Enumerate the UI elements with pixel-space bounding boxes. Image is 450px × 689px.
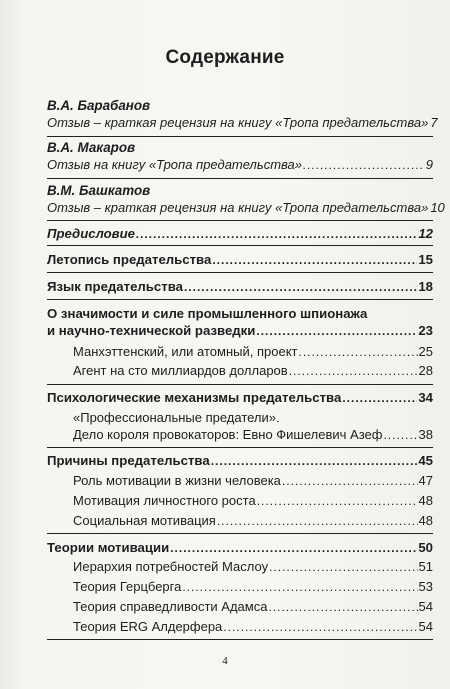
toc-subentry[interactable] bbox=[73, 493, 433, 508]
toc-entry-text: Теория ERG Алдерфера bbox=[73, 619, 223, 634]
toc-page-number: 34 bbox=[418, 390, 433, 405]
toc-entry-chronicle[interactable] bbox=[47, 252, 433, 267]
toc-page-number: 53 bbox=[418, 579, 433, 594]
toc-entry-text: и научно-технической разведки bbox=[47, 323, 256, 338]
section-rule bbox=[47, 533, 433, 534]
toc-page-number: 25 bbox=[418, 344, 433, 359]
toc-entry-text: Агент на сто миллиардов долларов bbox=[73, 363, 288, 378]
section-rule bbox=[47, 178, 433, 179]
toc-subentry[interactable] bbox=[73, 513, 433, 528]
leader-dots bbox=[223, 620, 417, 634]
leader-dots bbox=[257, 494, 418, 508]
toc-entry-review-3[interactable] bbox=[47, 200, 445, 215]
toc-subentry[interactable] bbox=[73, 579, 433, 594]
toc-entry-text: Социальная мотивация bbox=[73, 513, 216, 528]
toc-page-number: 54 bbox=[418, 599, 433, 614]
leader-dots bbox=[342, 391, 417, 405]
toc-page-number: 15 bbox=[418, 252, 433, 267]
toc-entry-text: Дело короля провокаторов: Евно Фишелевич Азеф bbox=[73, 427, 383, 442]
toc-page-number: 7 bbox=[430, 115, 438, 130]
leader-dots bbox=[211, 454, 418, 468]
section-rule bbox=[47, 447, 433, 448]
toc-entry-text: Иерархия потребностей Маслоу bbox=[73, 559, 269, 574]
toc-subentry[interactable] bbox=[73, 599, 433, 614]
toc-page-number: 28 bbox=[418, 363, 433, 378]
toc-entry-theories[interactable] bbox=[47, 540, 433, 555]
leader-dots bbox=[170, 541, 417, 555]
toc-entry-psych[interactable] bbox=[47, 390, 433, 405]
toc-entry-reasons[interactable] bbox=[47, 453, 433, 468]
toc-entry-text: Теория справедливости Адамса bbox=[73, 599, 268, 614]
toc-subentry[interactable] bbox=[73, 559, 433, 574]
leader-dots bbox=[269, 560, 417, 574]
section-rule bbox=[47, 639, 433, 640]
leader-dots bbox=[289, 364, 418, 378]
toc-page-number: 10 bbox=[430, 200, 445, 215]
toc-page-number: 51 bbox=[418, 559, 433, 574]
toc-page-number: 54 bbox=[418, 619, 433, 634]
toc-entry-review-2[interactable] bbox=[47, 157, 433, 172]
leader-dots bbox=[282, 474, 418, 488]
toc-page-number: 38 bbox=[418, 427, 433, 442]
page-title: Содержание bbox=[165, 47, 285, 68]
toc-page-number: 23 bbox=[418, 323, 433, 338]
toc-page-number: 9 bbox=[425, 157, 433, 172]
leader-dots bbox=[383, 428, 417, 442]
toc-page-number: 48 bbox=[418, 513, 433, 528]
leader-dots bbox=[268, 600, 417, 614]
toc-subentry[interactable] bbox=[73, 344, 433, 359]
toc-entry-espionage[interactable] bbox=[47, 323, 433, 338]
toc-page-number: 50 bbox=[418, 540, 433, 555]
toc-subentry-line1[interactable]: «Профессиональные предатели». bbox=[73, 410, 280, 425]
toc-entry-text: Теории мотивации bbox=[47, 540, 170, 555]
toc-entry-text: Причины предательства bbox=[47, 453, 210, 468]
page-number-footer: 4 bbox=[222, 655, 228, 667]
toc-entry-preface[interactable] bbox=[47, 226, 433, 241]
section-rule bbox=[47, 245, 433, 246]
leader-dots bbox=[212, 253, 417, 267]
toc-entry-espionage-line1[interactable]: О значимости и силе промышленного шпионажа bbox=[47, 306, 368, 321]
toc-entry-text: Отзыв – краткая рецензия на книгу «Тропа предательства» bbox=[47, 115, 429, 130]
toc-entry-review-1[interactable] bbox=[47, 115, 438, 130]
toc-subentry[interactable] bbox=[73, 363, 433, 378]
section-rule bbox=[47, 220, 433, 221]
toc-page-number: 18 bbox=[418, 279, 433, 294]
toc-subentry[interactable] bbox=[73, 473, 433, 488]
toc-entry-language[interactable] bbox=[47, 279, 433, 294]
section-rule bbox=[47, 136, 433, 137]
section-rule bbox=[47, 384, 433, 385]
leader-dots bbox=[303, 158, 425, 172]
toc-entry-text: Отзыв – краткая рецензия на книгу «Тропа предательства» bbox=[47, 200, 429, 215]
toc-entry-text: Отзыв на книгу «Тропа предательства» bbox=[47, 157, 303, 172]
review-author-2: В.А. Макаров bbox=[47, 140, 136, 155]
toc-entry-text: Теория Герцберга bbox=[73, 579, 182, 594]
toc-entry-text: Психологические механизмы предательства bbox=[47, 390, 342, 405]
leader-dots bbox=[217, 514, 418, 528]
toc-subentry[interactable] bbox=[73, 427, 433, 442]
toc-entry-text: Летопись предательства bbox=[47, 252, 212, 267]
toc-page-number: 12 bbox=[418, 226, 433, 241]
leader-dots bbox=[299, 345, 418, 359]
toc-page-number: 45 bbox=[418, 453, 433, 468]
leader-dots bbox=[184, 280, 417, 294]
leader-dots bbox=[136, 227, 417, 241]
toc-page-number: 48 bbox=[418, 493, 433, 508]
toc-entry-text: Роль мотивации в жизни человека bbox=[73, 473, 281, 488]
leader-dots bbox=[182, 580, 417, 594]
leader-dots bbox=[256, 324, 417, 338]
toc-page-number: 47 bbox=[418, 473, 433, 488]
section-rule bbox=[47, 299, 433, 300]
toc-entry-text: Манхэттенский, или атомный, проект bbox=[73, 344, 298, 359]
section-rule bbox=[47, 272, 433, 273]
review-author-1: В.А. Барабанов bbox=[47, 98, 151, 113]
toc-entry-text: Язык предательства bbox=[47, 279, 183, 294]
toc-entry-text: Мотивация личностного роста bbox=[73, 493, 256, 508]
toc-subentry[interactable] bbox=[73, 619, 433, 634]
toc-entry-text: Предисловие bbox=[47, 226, 136, 241]
review-author-3: В.М. Башкатов bbox=[47, 183, 151, 198]
